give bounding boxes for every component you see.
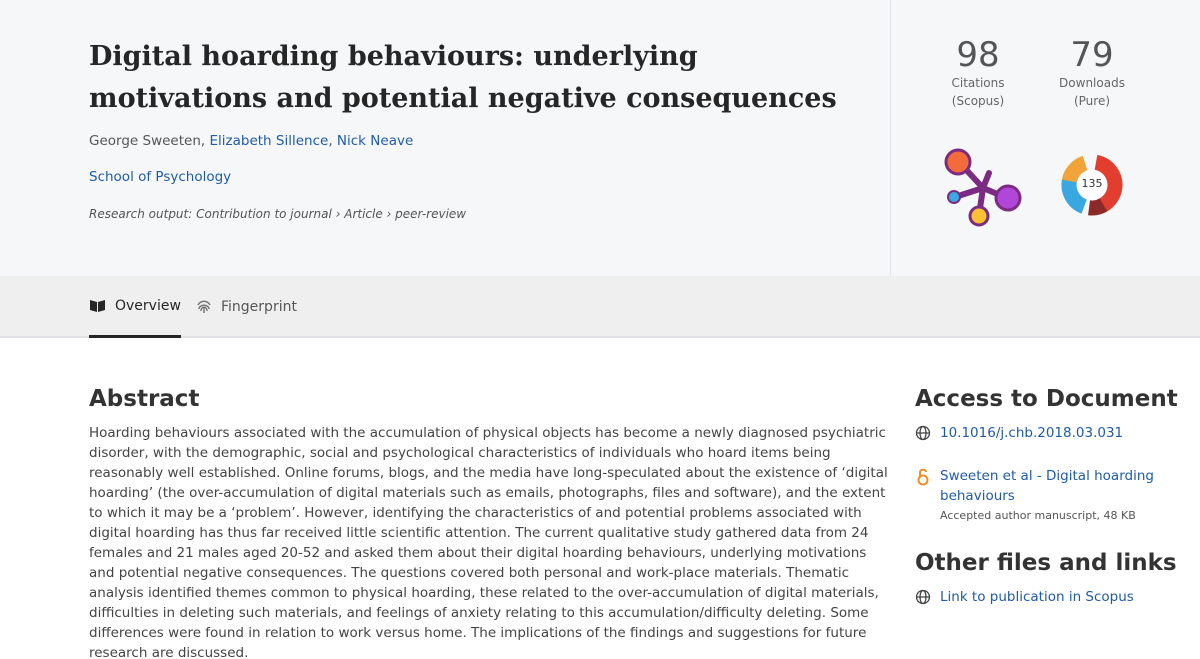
downloads-count: 79: [1070, 35, 1114, 75]
book-icon: [89, 299, 106, 313]
altmetric-badge[interactable]: [1061, 154, 1123, 216]
author-link[interactable]: Elizabeth Sillence: [209, 133, 329, 149]
publication-title: Digital hoarding behaviours: underlying motivations and potential negative consequences: [89, 41, 837, 114]
header-divider: [890, 0, 891, 276]
abstract-heading: Abstract: [89, 386, 200, 412]
doi-link[interactable]: 10.1016/j.chb.2018.03.031: [940, 425, 1124, 441]
organisation-link[interactable]: School of Psychology: [89, 169, 232, 185]
scopus-link[interactable]: Link to publication in Scopus: [940, 589, 1134, 605]
file-link-row[interactable]: [915, 466, 1155, 506]
author-separator: ,: [200, 133, 206, 149]
open-access-icon: [915, 468, 931, 486]
file-link[interactable]: Sweeten et al - Digital hoarding behaviours: [940, 468, 1154, 504]
tab-fingerprint[interactable]: [196, 276, 297, 338]
citations-metric[interactable]: [923, 36, 1033, 110]
access-heading: Access to Document: [915, 386, 1178, 412]
scopus-link-row[interactable]: [915, 587, 1134, 607]
other-files-heading: Other files and links: [915, 550, 1177, 576]
citations-count: 98: [956, 35, 1000, 75]
author-list: [89, 133, 413, 149]
abstract-text: Hoarding behaviours associated with the accumulation of physical objects has become a newly diagnosed psychiatric disorder, with the demographic, social and psychological characteristics of individuals who hoard items being reasonably well established. Online forums, blogs, and the media have long-speculated about the existence of ‘digital hoarding’ (the over-accumulation of digital materials such as emails, photographs, files and software), and the extent to which it may be a ‘problem’. However, identifying the characteristics of and potential problems associated with digital hoarding has thus far received little scientific attention. The current qualitative study gathered data from 24 females and 21 males aged 20-52 and asked them about their digital hoarding behaviours, underlying motivations and potential negative consequences. The questions covered both personal and work-place materials. Thematic analysis identified themes common to physical hoarding, these related to the over-accumulation of digital materials, difficulties in deleting such materials, and feelings of anxiety relating to this accumulation/difficulty deleting. Some differences were found in relation to work versus home. The implications of the findings and suggestions for future research are discussed.: [89, 425, 888, 659]
author-name: George Sweeten: [89, 133, 201, 149]
file-note: Accepted author manuscript, 48 KB: [940, 509, 1136, 522]
globe-icon: [915, 425, 931, 441]
citations-source: (Scopus): [951, 94, 1005, 108]
plumx-icon[interactable]: [939, 145, 1025, 231]
fingerprint-icon: [196, 299, 212, 315]
author-link[interactable]: Nick Neave: [336, 133, 414, 149]
downloads-metric[interactable]: [1037, 36, 1147, 110]
citations-label: Citations: [951, 76, 1005, 90]
downloads-label: Downloads: [1059, 76, 1125, 90]
doi-link-row[interactable]: [915, 423, 1123, 443]
altmetric-score: 135: [1081, 177, 1103, 190]
author-separator: ,: [328, 133, 333, 149]
output-prefix: Research output:: [89, 207, 193, 221]
research-output-type: [89, 207, 466, 221]
output-path: Contribution to journal › Article › peer-review: [196, 207, 467, 221]
tab-fingerprint-label: Fingerprint: [221, 299, 297, 315]
tab-overview[interactable]: [89, 276, 181, 338]
globe-icon: [915, 589, 931, 605]
tab-overview-label: Overview: [115, 297, 181, 314]
downloads-source: (Pure): [1073, 94, 1111, 108]
